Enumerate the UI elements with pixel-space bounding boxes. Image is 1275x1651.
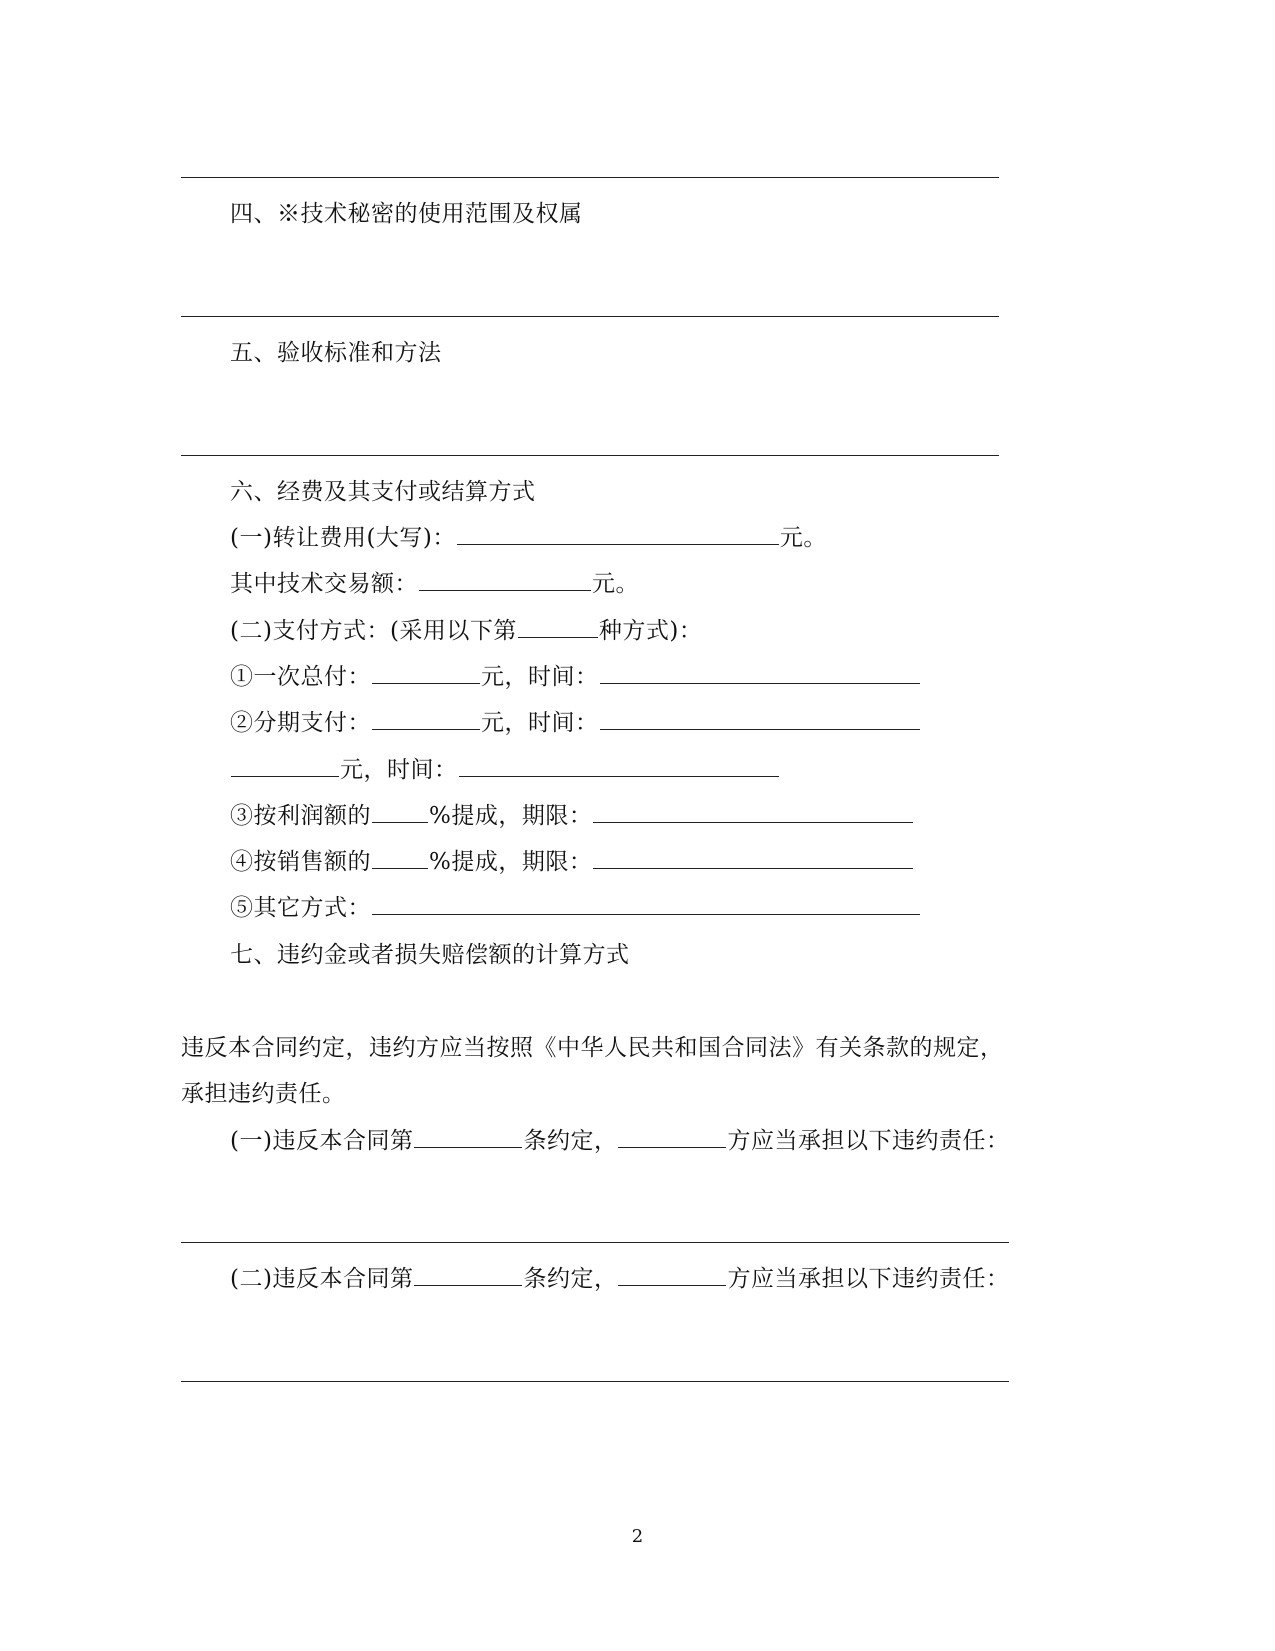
- option-two-time2-blank[interactable]: [459, 756, 779, 777]
- option-two-line: [230, 708, 921, 738]
- option-one-label: ①一次总付：: [230, 664, 371, 690]
- payment-method-suffix: 种方式)：: [598, 618, 703, 644]
- option-two-amount2-blank[interactable]: [231, 756, 339, 777]
- breach-item-one-label: (一)违反本合同第: [230, 1128, 414, 1154]
- tech-amount-line: [230, 569, 639, 599]
- option-one-amount-blank[interactable]: [372, 663, 480, 684]
- breach-paragraph-line: 承担违约责任。: [181, 1081, 346, 1107]
- payment-method-line: [230, 616, 702, 646]
- breach-item-two-party-blank[interactable]: [618, 1265, 726, 1286]
- payment-method-label: (二)支付方式：(采用以下第: [230, 618, 517, 644]
- option-three-term-blank[interactable]: [593, 802, 913, 823]
- breach-item-one-article-blank[interactable]: [414, 1127, 522, 1148]
- fill-in-line: [181, 316, 999, 317]
- option-three-percent-blank[interactable]: [372, 802, 428, 823]
- tech-amount-label: 其中技术交易额：: [230, 571, 418, 597]
- transfer-fee-line: [230, 523, 827, 553]
- page-number: 2: [631, 1526, 644, 1547]
- transfer-fee-blank[interactable]: [457, 524, 779, 545]
- option-three-label: ③按利润额的: [230, 803, 371, 829]
- option-two-continued-line: [230, 755, 780, 785]
- breach-item-two-article-blank[interactable]: [414, 1265, 522, 1286]
- transfer-fee-label: (一)转让费用(大写)：: [230, 525, 456, 551]
- breach-item-two-line: [230, 1264, 1009, 1294]
- tech-amount-blank[interactable]: [419, 570, 591, 591]
- option-two-amount-blank[interactable]: [372, 709, 480, 730]
- breach-item-one-party-blank[interactable]: [618, 1127, 726, 1148]
- article-agree-label: 条约定，: [523, 1266, 618, 1292]
- option-two-label: ②分期支付：: [230, 710, 371, 736]
- party-liability-label: 方应当承担以下违约责任：: [727, 1266, 1010, 1292]
- option-two-time-blank[interactable]: [600, 709, 920, 730]
- yuan-time-label: 元，时间：: [481, 710, 599, 736]
- option-four-line: [230, 847, 914, 877]
- fill-in-line: [181, 455, 999, 456]
- breach-paragraph-line: 违反本合同约定，违约方应当按照《中华人民共和国合同法》有关条款的规定，: [181, 1035, 1004, 1061]
- yuan-time-label: 元，时间：: [340, 757, 458, 783]
- option-four-term-blank[interactable]: [593, 848, 913, 869]
- option-five-line: [230, 893, 921, 923]
- section-six-title: 六、经费及其支付或结算方式: [230, 479, 536, 505]
- fill-in-line: [181, 177, 999, 178]
- section-seven-title: 七、违约金或者损失赔偿额的计算方式: [230, 942, 630, 968]
- option-five-blank[interactable]: [372, 894, 920, 915]
- percent-term-label: %提成，期限：: [429, 849, 593, 875]
- percent-term-label: %提成，期限：: [429, 803, 593, 829]
- option-four-percent-blank[interactable]: [372, 848, 428, 869]
- section-four-title: 四、※技术秘密的使用范围及权属: [230, 201, 583, 227]
- option-three-line: [230, 801, 914, 831]
- option-four-label: ④按销售额的: [230, 849, 371, 875]
- option-one-time-blank[interactable]: [600, 663, 920, 684]
- yuan-time-label: 元，时间：: [481, 664, 599, 690]
- article-agree-label: 条约定，: [523, 1128, 618, 1154]
- breach-item-one-line: [230, 1126, 1009, 1156]
- option-one-line: [230, 662, 921, 692]
- fill-in-line: [181, 1242, 1009, 1243]
- fill-in-line: [181, 1381, 1009, 1382]
- party-liability-label: 方应当承担以下违约责任：: [727, 1128, 1010, 1154]
- payment-method-blank[interactable]: [518, 617, 598, 638]
- section-five-title: 五、验收标准和方法: [230, 340, 442, 366]
- breach-item-two-label: (二)违反本合同第: [230, 1266, 414, 1292]
- yuan-label: 元。: [592, 571, 639, 597]
- option-five-label: ⑤其它方式：: [230, 895, 371, 921]
- yuan-label: 元。: [779, 525, 827, 551]
